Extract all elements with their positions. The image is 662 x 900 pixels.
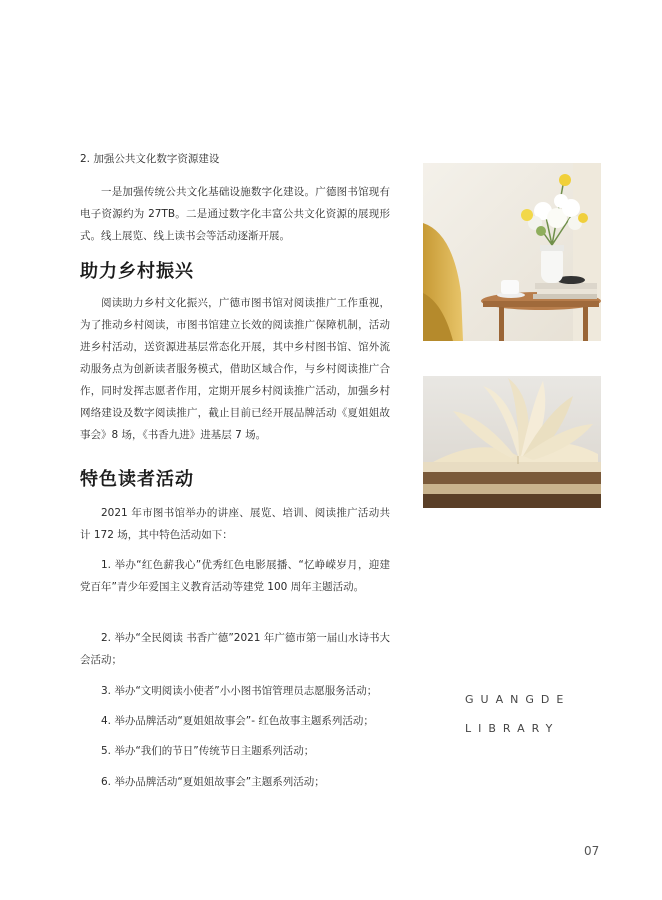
list-item: 2. 举办“全民阅读 书香广德”2021 年广德市第一届山水诗书大会活动；: [80, 632, 390, 666]
list-item: 5. 举办“我们的节日”传统节日主题系列活动；: [101, 745, 315, 757]
paragraph-digital-resources: 一是加强传统公共文化基础设施数字化建设。广德图书馆现有电子资源约为 27TB。二是通过数字化丰富公共文化资源的展现形式。线上展览、线上读书会等活动逐渐开展。: [80, 186, 390, 242]
list-item: 4. 举办品牌活动“夏姐姐故事会”- 红色故事主题系列活动；: [101, 715, 374, 727]
list-item: 3. 举办“文明阅读小使者”小小图书馆管理员志愿服务活动；: [101, 685, 378, 697]
brand-line-2: LIBRARY: [465, 722, 560, 735]
list-item: 1. 举办“红色薪我心”优秀红色电影展播、“忆峥嵘岁月，迎建党百年”青少年爱国主义教育活动等建党 100 周年主题活动。: [80, 559, 390, 593]
flowers-table-photo: [423, 163, 601, 341]
brand-line-1: GUANGDE: [465, 693, 571, 706]
heading-rural-revitalization: 助力乡村振兴: [80, 261, 194, 282]
open-book-photo: [423, 376, 601, 508]
heading-reader-activities: 特色读者活动: [80, 469, 194, 490]
paragraph-activities-intro: 2021 年市图书馆举办的讲座、展览、培训、阅读推广活动共计 172 场，其中特色活动如下：: [80, 507, 390, 541]
paragraph-rural-revitalization: 阅读助力乡村文化振兴，广德市图书馆对阅读推广工作重视，为了推动乡村阅读，市图书馆建立长效的阅读推广保障机制，活动进乡村活动，送资源进基层常态化开展，其中乡村图书馆、馆外流动服务点为创新读者服务模式，借助区域合作，与乡村阅读推广合作，同时发挥志愿者作用，定期开展乡村阅读推广活动，加强乡村网络建设及数字阅读推广，截止目前已经开展品牌活动《夏姐姐故事会》8 场，《书香九进》进基层 7 场。: [80, 297, 390, 441]
subheading-digital-resources: 2. 加强公共文化数字资源建设: [80, 153, 220, 165]
list-item: 6. 举办品牌活动“夏姐姐故事会”主题系列活动；: [101, 776, 325, 788]
page-number: 07: [584, 844, 600, 858]
